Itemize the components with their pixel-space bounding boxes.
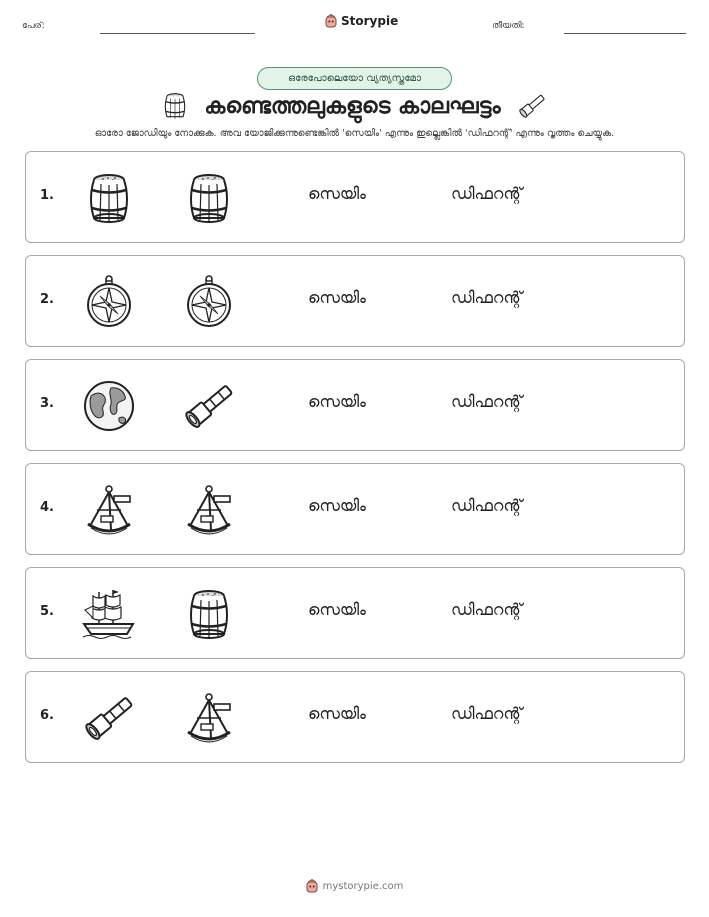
question-number: 2.: [40, 292, 54, 307]
same-option[interactable]: സെയിം: [308, 600, 366, 619]
different-option[interactable]: ഡിഫറന്റ്: [451, 704, 523, 723]
barrel-icon: [181, 586, 237, 642]
footer: [0, 879, 709, 893]
question-number: 1.: [40, 188, 54, 203]
category-badge: ഒരേപോലെയോ വ്യത്യസ്തമോ: [257, 67, 452, 90]
page-title: കണ്ടെത്തലുകളുടെ കാലഘട്ടം: [204, 93, 501, 119]
footer-url: mystorypie.com: [322, 880, 404, 892]
question-number: 5.: [40, 604, 54, 619]
worksheet-header: [0, 12, 709, 38]
different-option[interactable]: ഡിഫറന്റ്: [451, 184, 523, 203]
brand-name: Storypie: [341, 14, 399, 28]
storypie-logo-icon: [325, 14, 337, 28]
brand: [325, 14, 398, 28]
same-option[interactable]: സെയിം: [308, 184, 366, 203]
question-card: [25, 359, 685, 451]
date-label: തീയതി:: [492, 21, 525, 31]
question-card: [25, 151, 685, 243]
different-option[interactable]: ഡിഫറന്റ്: [451, 288, 523, 307]
different-option[interactable]: ഡിഫറന്റ്: [451, 600, 523, 619]
telescope-icon: [181, 378, 237, 434]
sextant-icon: [81, 482, 137, 538]
same-option[interactable]: സെയിം: [308, 496, 366, 515]
same-option[interactable]: സെയിം: [308, 288, 366, 307]
barrel-icon: [81, 170, 137, 226]
ship-icon: [81, 586, 137, 642]
storypie-logo-icon: [306, 879, 318, 893]
question-number: 3.: [40, 396, 54, 411]
same-option[interactable]: സെയിം: [308, 392, 366, 411]
compass-icon: [81, 274, 137, 330]
different-option[interactable]: ഡിഫറന്റ്: [451, 496, 523, 515]
compass-icon: [181, 274, 237, 330]
instructions: ഓരോ ജോഡിയും നോക്കുക. അവ യോജിക്കുന്നുണ്ടെങ്കിൽ 'സെയിം' എന്നും ഇല്ലെങ്കിൽ 'ഡിഫറന്റ്' എന്നും വൃത്തം ചെയ്യുക.: [94, 128, 615, 139]
title-row: [0, 90, 709, 122]
name-field[interactable]: [100, 33, 255, 34]
globe-icon: [81, 378, 137, 434]
sextant-icon: [181, 690, 237, 746]
question-number: 4.: [40, 500, 54, 515]
barrel-icon: [160, 91, 190, 121]
question-number: 6.: [40, 708, 54, 723]
question-card: [25, 567, 685, 659]
telescope-icon: [515, 91, 549, 121]
question-card: [25, 463, 685, 555]
name-label: പേര്:: [22, 21, 45, 31]
question-card: [25, 671, 685, 763]
date-field[interactable]: [564, 33, 686, 34]
question-card: [25, 255, 685, 347]
different-option[interactable]: ഡിഫറന്റ്: [451, 392, 523, 411]
telescope-icon: [81, 690, 137, 746]
same-option[interactable]: സെയിം: [308, 704, 366, 723]
sextant-icon: [181, 482, 237, 538]
barrel-icon: [181, 170, 237, 226]
